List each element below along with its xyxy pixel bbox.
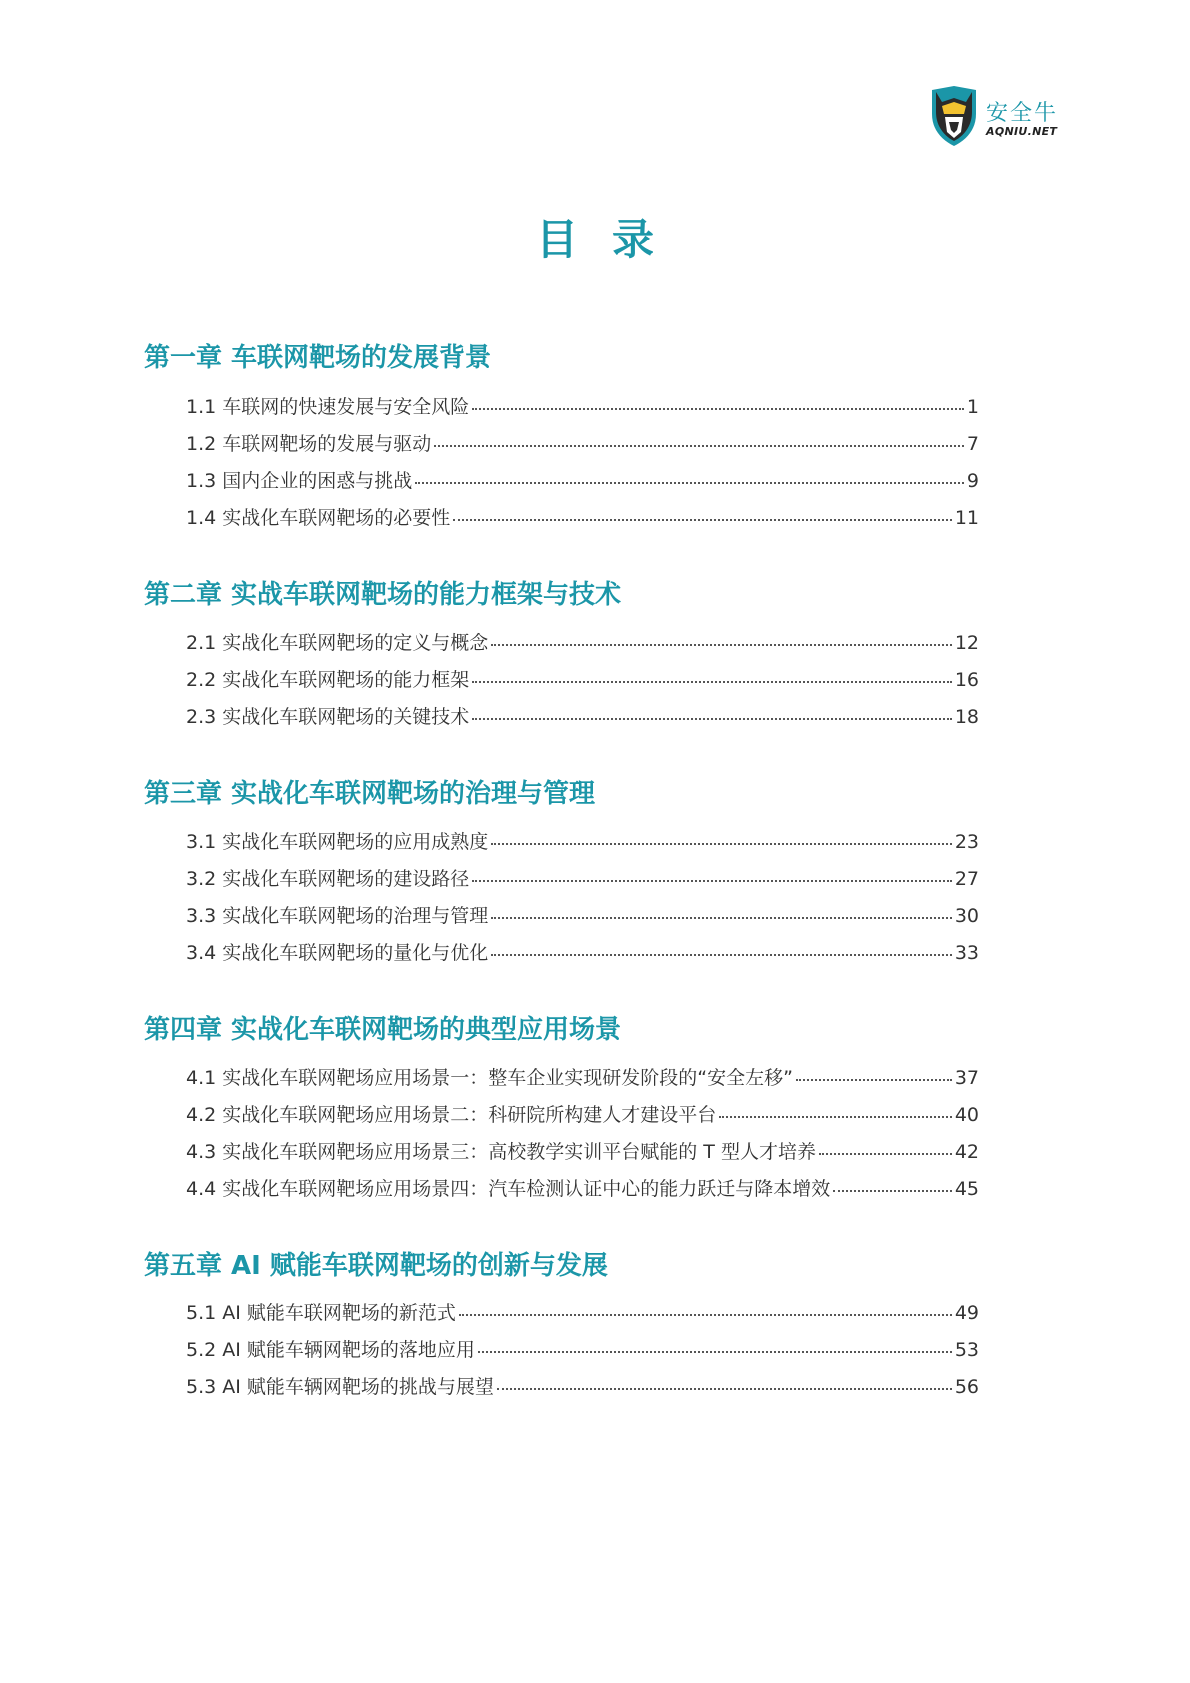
toc-entry[interactable] (186, 466, 979, 494)
chapter-3-title[interactable]: 第三章 实战化车联网靶场的治理与管理 (144, 779, 596, 809)
toc-entry[interactable] (186, 1174, 979, 1202)
toc-entry[interactable] (186, 1137, 979, 1165)
toc-entry[interactable] (186, 702, 979, 730)
toc-entry-page: 53 (954, 1339, 979, 1361)
toc-entry-page: 42 (954, 1141, 979, 1163)
dot-leader (491, 916, 952, 919)
dot-leader (415, 481, 964, 484)
toc-entry-label: 1.2 车联网靶场的发展与驱动 (186, 433, 432, 455)
toc-entry[interactable] (186, 1372, 979, 1400)
logo-text-cn: 安全牛 (986, 101, 1059, 126)
toc-entry[interactable] (186, 1063, 979, 1091)
toc-entry-label: 2.3 实战化车联网靶场的关键技术 (186, 706, 470, 728)
toc-entry[interactable] (186, 1298, 979, 1326)
toc-entry-label: 2.1 实战化车联网靶场的定义与概念 (186, 632, 489, 654)
dot-leader (497, 1387, 952, 1390)
toc-entry-page: 30 (954, 905, 979, 927)
toc-entry-label: 5.3 AI 赋能车辆网靶场的挑战与展望 (186, 1376, 494, 1398)
dot-leader (472, 717, 952, 720)
toc-entry[interactable] (186, 1335, 979, 1363)
dot-leader (459, 1313, 952, 1316)
toc-entry-page: 49 (954, 1302, 979, 1324)
toc-entry-label: 4.2 实战化车联网靶场应用场景二：科研院所构建人才建设平台 (186, 1104, 717, 1126)
toc-entry-label: 5.1 AI 赋能车联网靶场的新范式 (186, 1302, 456, 1324)
toc-entry-label: 1.4 实战化车联网靶场的必要性 (186, 507, 451, 529)
dot-leader (491, 842, 952, 845)
toc-entry-label: 3.2 实战化车联网靶场的建设路径 (186, 868, 470, 890)
dot-leader (719, 1115, 952, 1118)
dot-leader (478, 1350, 952, 1353)
toc-entry[interactable] (186, 628, 979, 656)
dot-leader (472, 879, 952, 882)
toc-entry[interactable] (186, 827, 979, 855)
toc-entry-page: 45 (954, 1178, 979, 1200)
toc-entry-label: 2.2 实战化车联网靶场的能力框架 (186, 669, 470, 691)
dot-leader (472, 407, 964, 410)
shield-helmet-icon (928, 84, 980, 148)
dot-leader (491, 953, 952, 956)
toc-entry-page: 16 (954, 669, 979, 691)
toc-entry-label: 1.3 国内企业的困惑与挑战 (186, 470, 413, 492)
toc-entry[interactable] (186, 429, 979, 457)
dot-leader (819, 1152, 952, 1155)
toc-entry[interactable] (186, 665, 979, 693)
dot-leader (796, 1078, 952, 1081)
toc-entry[interactable] (186, 901, 979, 929)
toc-entry-page: 7 (966, 433, 979, 455)
toc-entry-label: 4.3 实战化车联网靶场应用场景三：高校教学实训平台赋能的 T 型人才培养 (186, 1141, 816, 1163)
toc-entry-page: 11 (954, 507, 979, 529)
chapter-2-title[interactable]: 第二章 实战车联网靶场的能力框架与技术 (144, 580, 622, 610)
brand-logo (928, 84, 1060, 148)
toc-entry-page: 40 (954, 1104, 979, 1126)
toc-entry[interactable] (186, 503, 979, 531)
toc-entry-page: 1 (966, 396, 979, 418)
toc-entry-page: 27 (954, 868, 979, 890)
toc-entry-page: 33 (954, 942, 979, 964)
toc-entry-label: 3.4 实战化车联网靶场的量化与优化 (186, 942, 489, 964)
dot-leader (434, 444, 964, 447)
toc-entry-page: 18 (954, 706, 979, 728)
toc-entry[interactable] (186, 864, 979, 892)
toc-entry-label: 4.1 实战化车联网靶场应用场景一：整车企业实现研发阶段的“安全左移” (186, 1067, 793, 1089)
toc-entry-label: 1.1 车联网的快速发展与安全风险 (186, 396, 470, 418)
dot-leader (472, 680, 952, 683)
toc-entry[interactable] (186, 938, 979, 966)
toc-entry-label: 4.4 实战化车联网靶场应用场景四：汽车检测认证中心的能力跃迁与降本增效 (186, 1178, 831, 1200)
dot-leader (453, 518, 952, 521)
toc-entry-page: 56 (954, 1376, 979, 1398)
toc-entry-page: 9 (966, 470, 979, 492)
logo-text-en: AQNIU.NET (986, 125, 1058, 138)
dot-leader (833, 1189, 952, 1192)
toc-entry[interactable] (186, 1100, 979, 1128)
toc-entry-page: 23 (954, 831, 979, 853)
chapter-4-title[interactable]: 第四章 实战化车联网靶场的典型应用场景 (144, 1015, 622, 1045)
dot-leader (491, 643, 952, 646)
toc-entry-page: 37 (954, 1067, 979, 1089)
page-title: 目录 (535, 215, 688, 264)
chapter-5-title[interactable]: 第五章 AI 赋能车联网靶场的创新与发展 (144, 1251, 608, 1281)
toc-entry-label: 3.1 实战化车联网靶场的应用成熟度 (186, 831, 489, 853)
chapter-1-title[interactable]: 第一章 车联网靶场的发展背景 (144, 343, 492, 373)
toc-entry-label: 5.2 AI 赋能车辆网靶场的落地应用 (186, 1339, 475, 1361)
toc-entry[interactable] (186, 392, 979, 420)
toc-entry-page: 12 (954, 632, 979, 654)
toc-entry-label: 3.3 实战化车联网靶场的治理与管理 (186, 905, 489, 927)
